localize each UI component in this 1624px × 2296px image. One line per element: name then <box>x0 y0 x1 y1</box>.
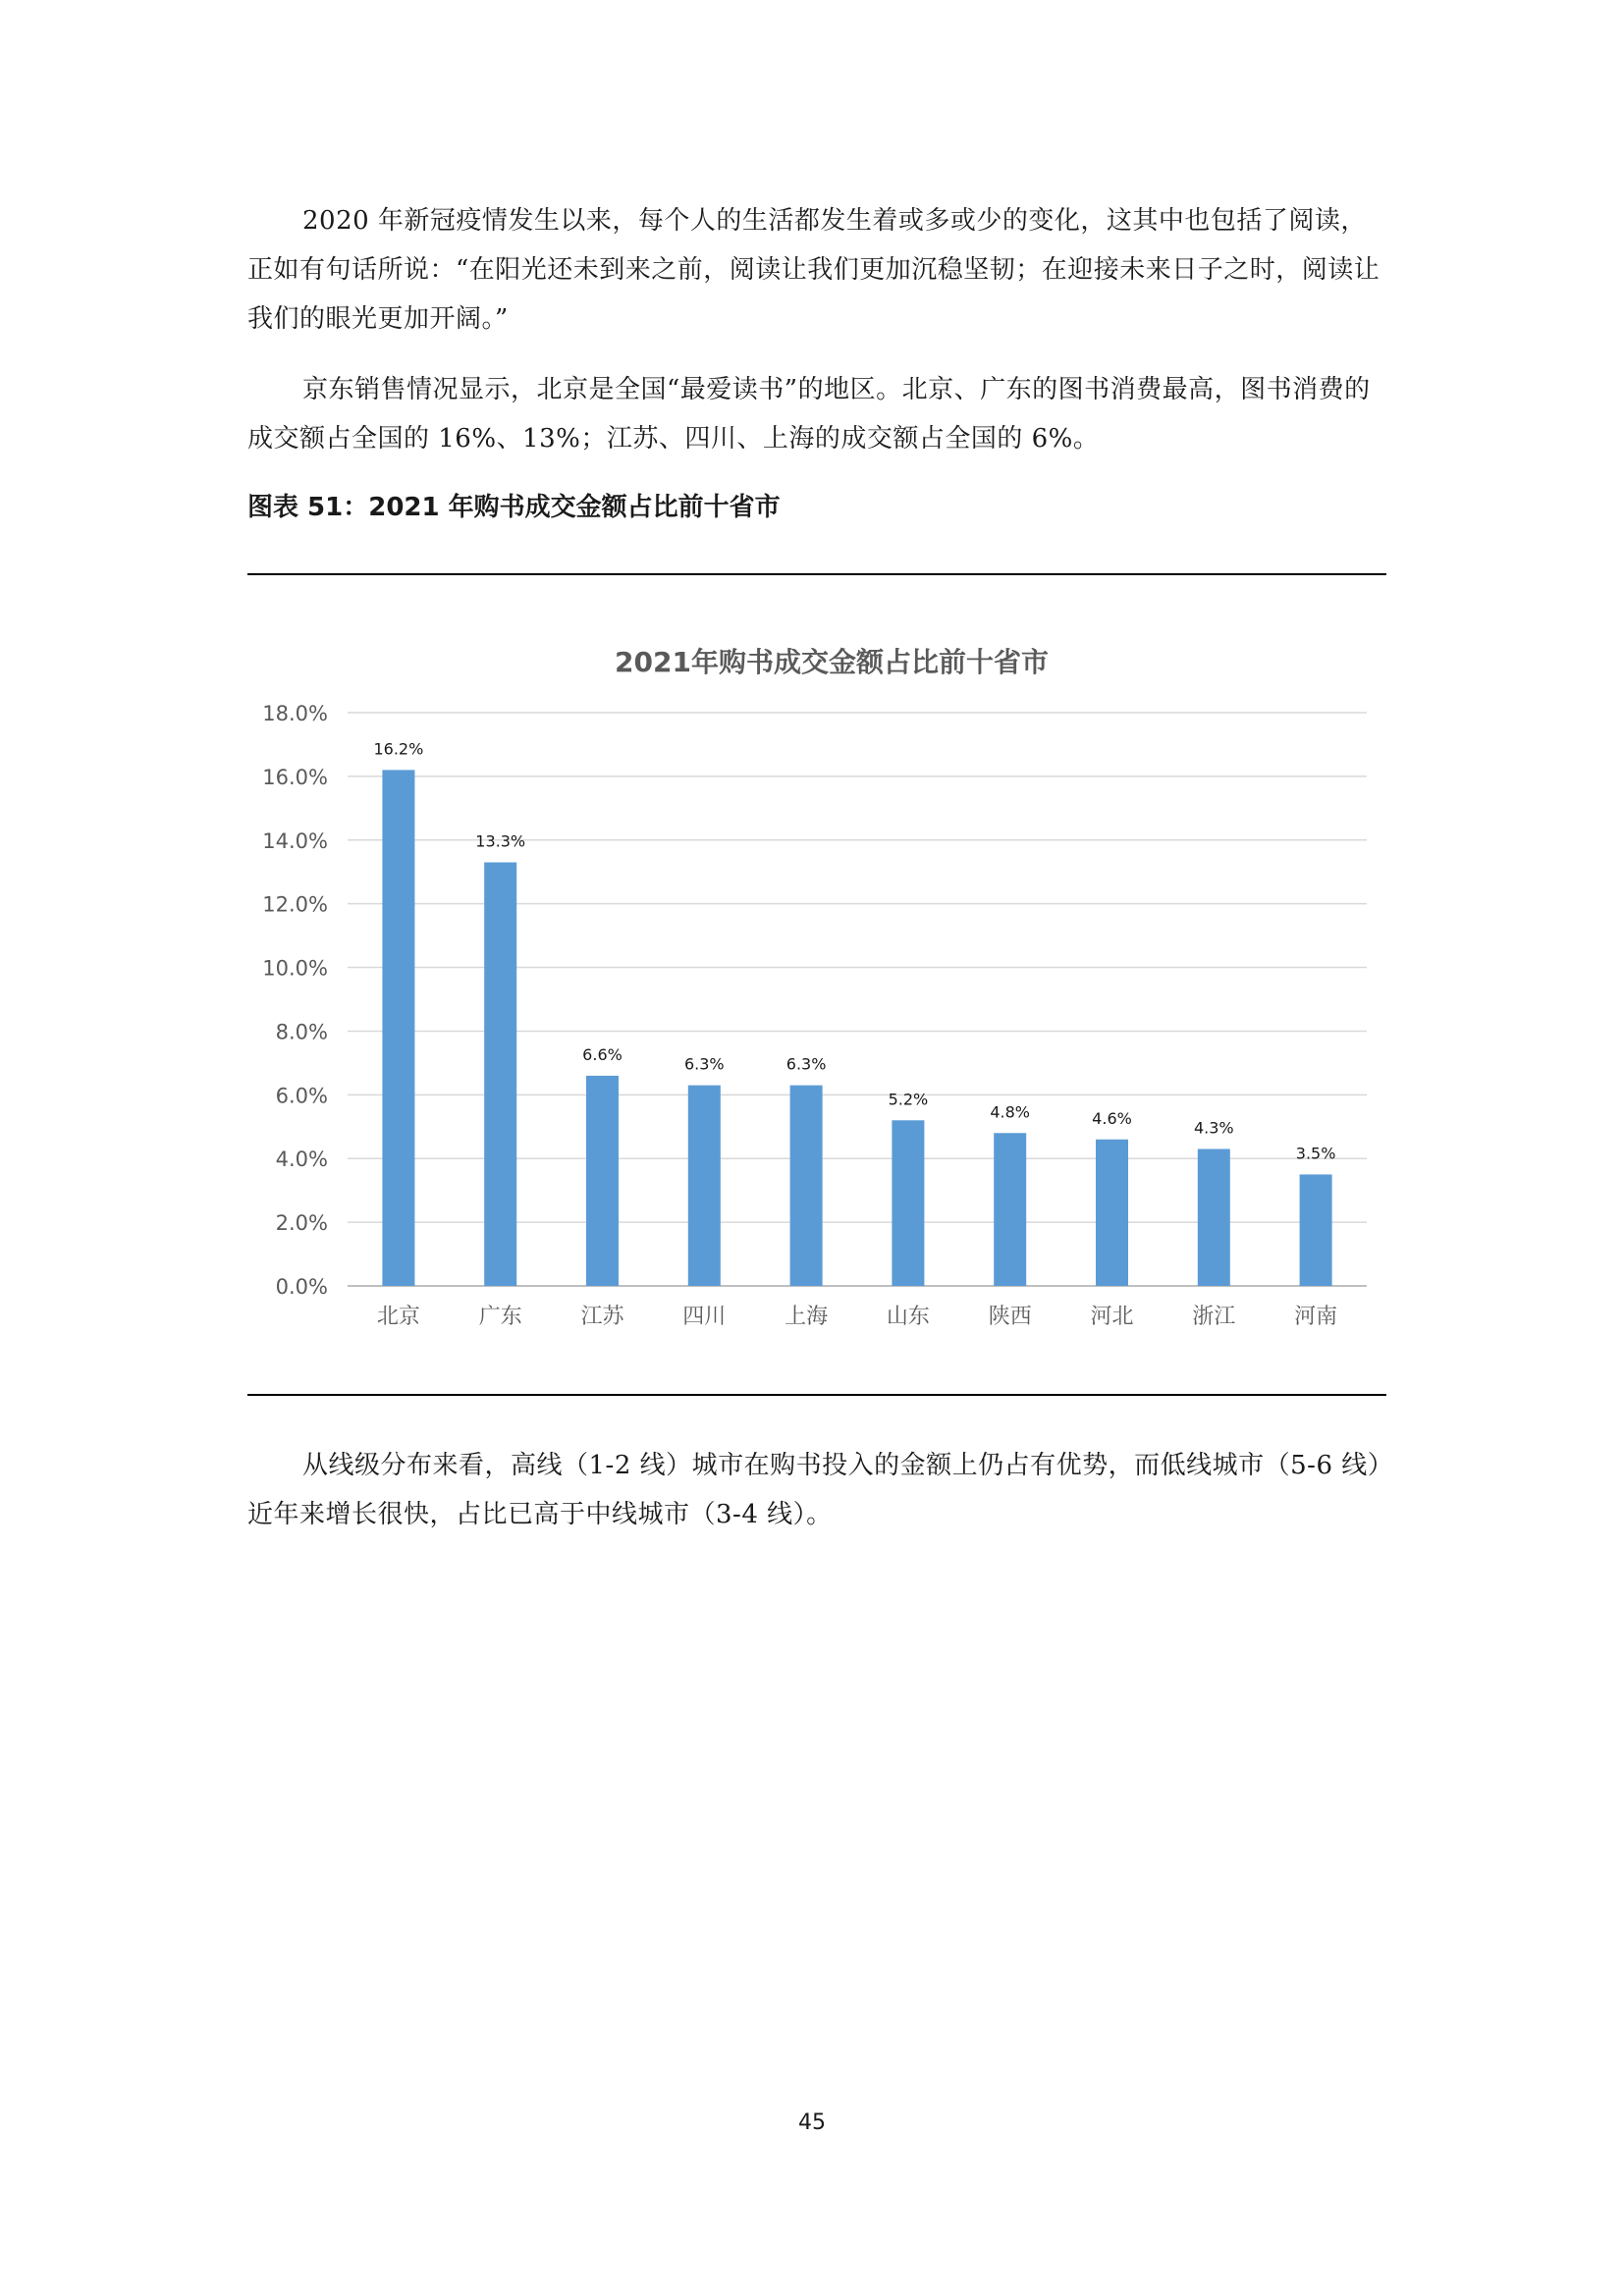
x-tick-label: 上海 <box>785 1305 829 1329</box>
data-label: 4.6% <box>1092 1108 1132 1128</box>
x-tick-label: 北京 <box>376 1305 420 1329</box>
chart-title: 2021年购书成交金额占比前十省市 <box>615 646 1049 678</box>
x-tick-label: 广东 <box>478 1305 522 1329</box>
bar-chart <box>247 589 1386 1374</box>
data-label: 6.3% <box>785 1054 827 1074</box>
sales-paragraph: 京东销售情况显示，北京是全国“最爱读书”的地区。北京、广东的图书消费最高，图书消费的成交额占全国的 16%、13%；江苏、四川、上海的成交额占全国的 6%。 <box>247 375 1371 454</box>
figure-top-rule <box>247 573 1386 575</box>
bar-1 <box>484 862 516 1286</box>
y-tick-label: 16.0% <box>262 765 328 789</box>
figure-bottom-rule <box>247 1394 1386 1396</box>
y-tick-label: 12.0% <box>262 892 328 917</box>
bar-8 <box>1198 1148 1230 1286</box>
data-label: 13.3% <box>475 831 526 851</box>
bar-7 <box>1096 1140 1128 1286</box>
figure-caption: 图表 51：2021 年购书成交金额占比前十省市 <box>247 493 781 522</box>
data-label: 4.8% <box>990 1102 1031 1122</box>
bar-6 <box>994 1133 1026 1286</box>
x-tick-label: 四川 <box>682 1305 727 1329</box>
x-tick-label: 陕西 <box>988 1305 1032 1329</box>
intro-paragraph: 2020 年新冠疫情发生以来，每个人的生活都发生着或多或少的变化，这其中也包括了阅读，正如有句话所说：“在阳光还未到来之前，阅读让我们更加沉稳坚韧；在迎接未来日子之时，阅读让我们的眼光更加开阔。” <box>247 206 1380 334</box>
y-tick-label: 10.0% <box>262 956 328 981</box>
y-tick-label: 8.0% <box>275 1020 328 1044</box>
bar-5 <box>892 1120 924 1286</box>
y-tick-label: 14.0% <box>262 828 328 853</box>
y-tick-label: 6.0% <box>275 1084 328 1108</box>
bar-3 <box>688 1086 721 1286</box>
tier-paragraph: 从线级分布来看，高线（1-2 线）城市在购书投入的金额上仍占有优势，而低线城市（5-6 线）近年来增长很快，占比已高于中线城市（3-4 线）。 <box>247 1451 1381 1529</box>
data-label: 16.2% <box>373 739 424 759</box>
x-tick-label: 山东 <box>886 1305 930 1329</box>
y-tick-label: 18.0% <box>262 702 328 725</box>
y-tick-label: 4.0% <box>275 1148 328 1172</box>
page-number: 45 <box>798 2110 826 2135</box>
data-label: 6.6% <box>582 1044 623 1064</box>
data-label: 6.3% <box>683 1054 725 1074</box>
data-label: 5.2% <box>888 1090 929 1109</box>
y-tick-label: 2.0% <box>275 1211 328 1236</box>
x-tick-label: 浙江 <box>1192 1305 1236 1329</box>
x-tick-label: 江苏 <box>580 1305 624 1329</box>
data-label: 3.5% <box>1295 1144 1336 1163</box>
x-tick-label: 河南 <box>1294 1305 1338 1329</box>
bar-2 <box>586 1076 619 1286</box>
bar-0 <box>382 770 414 1286</box>
bar-4 <box>790 1086 823 1286</box>
x-tick-label: 河北 <box>1090 1305 1134 1329</box>
y-tick-label: 0.0% <box>275 1275 328 1299</box>
data-label: 4.3% <box>1193 1118 1234 1138</box>
bar-9 <box>1300 1174 1332 1286</box>
